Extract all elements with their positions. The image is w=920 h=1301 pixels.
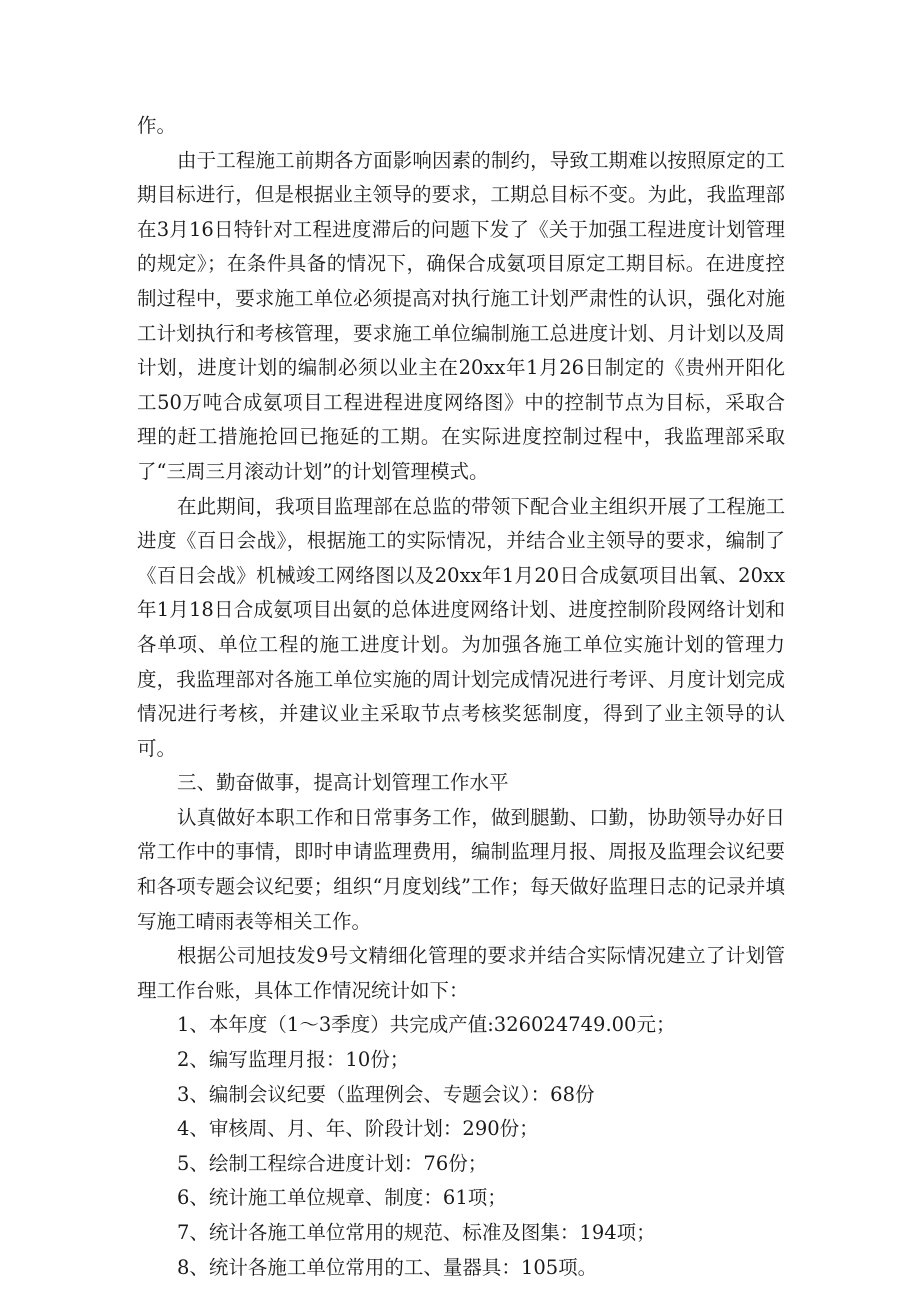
list-item: 3、编制会议纪要（监理例会、专题会议）：68份 xyxy=(177,1082,595,1106)
paragraph-continuation: 作。 xyxy=(137,114,177,137)
section-heading: 三、勤奋做事，提高计划管理工作水平 xyxy=(177,771,509,795)
list-item: 5、绘制工程综合进度计划：76份； xyxy=(177,1151,488,1175)
paragraph-hundred-day-campaign: 在此期间，我项目监理部在总监的带领下配合业主组织开展了工程施工进度《百日会战》，根据施工的实际情况，并结合业主领导的要求，编制了《百日会战》机械竣工网络图以及20xx年1月20日合成氨项目出氧、20xx年1月18日合成氨项目出氨的总体进度网络计划、进度控制阶段网络计划和各单项、单位工程的施工进度计划。为加强各施工单位实施计划的管理力度，我监理部对各施工单位实施的周计划完成情况进行考评、月度计划完成情况进行考核，并建议业主采取节点考核奖惩制度，得到了业主领导的认可。 xyxy=(137,494,785,760)
paragraph-schedule-control: 由于工程施工前期各方面影响因素的制约，导致工期难以按照原定的工期目标进行，但是根据业主领导的要求，工期总目标不变。为此，我监理部在3月16日特针对工程进度滞后的问题下发了《关于加强工程进度计划管理的规定》；在条件具备的情况下，确保合成氨项目原定工期目标。在进度控制过程中，要求施工单位必须提高对执行施工计划严肃性的认识，强化对施工计划执行和考核管理，要求施工单位编制施工总进度计划、月计划以及周计划，进度计划的编制必须以业主在20xx年1月26日制定的《贵州开阳化工50万吨合成氨项目工程进程进度网络图》中的控制节点为目标，采取合理的赶工措施抢回已拖延的工期。在实际进度控制过程中，我监理部采取了“三周三月滚动计划”的计划管理模式。 xyxy=(137,148,785,483)
list-item: 6、统计施工单位规章、制度：61项； xyxy=(177,1186,507,1210)
paragraph-ledger-intro: 根据公司旭技发9号文精细化管理的要求并结合实际情况建立了计划管理工作台账，具体工作情况统计如下： xyxy=(137,944,785,1002)
list-item: 8、统计各施工单位常用的工、量器具：105项。 xyxy=(177,1255,598,1279)
paragraph-daily-work: 认真做好本职工作和日常事务工作，做到腿勤、口勤，协助领导办好日常工作中的事情，即时申请监理费用，编制监理月报、周报及监理会议纪要和各项专题会议纪要；组织“月度划线”工作；每天做好监理日志的记录并填写施工晴雨表等相关工作。 xyxy=(137,805,785,933)
list-item: 4、审核周、月、年、阶段计划：290份； xyxy=(177,1117,539,1141)
list-item: 7、统计各施工单位常用的规范、标准及图集：194项； xyxy=(177,1221,656,1244)
list-item: 2、编写监理月报：10份； xyxy=(177,1048,410,1072)
list-item: 1、本年度（1～3季度）共完成产值:326024749.00元； xyxy=(177,1013,676,1037)
document-body xyxy=(137,109,785,1285)
